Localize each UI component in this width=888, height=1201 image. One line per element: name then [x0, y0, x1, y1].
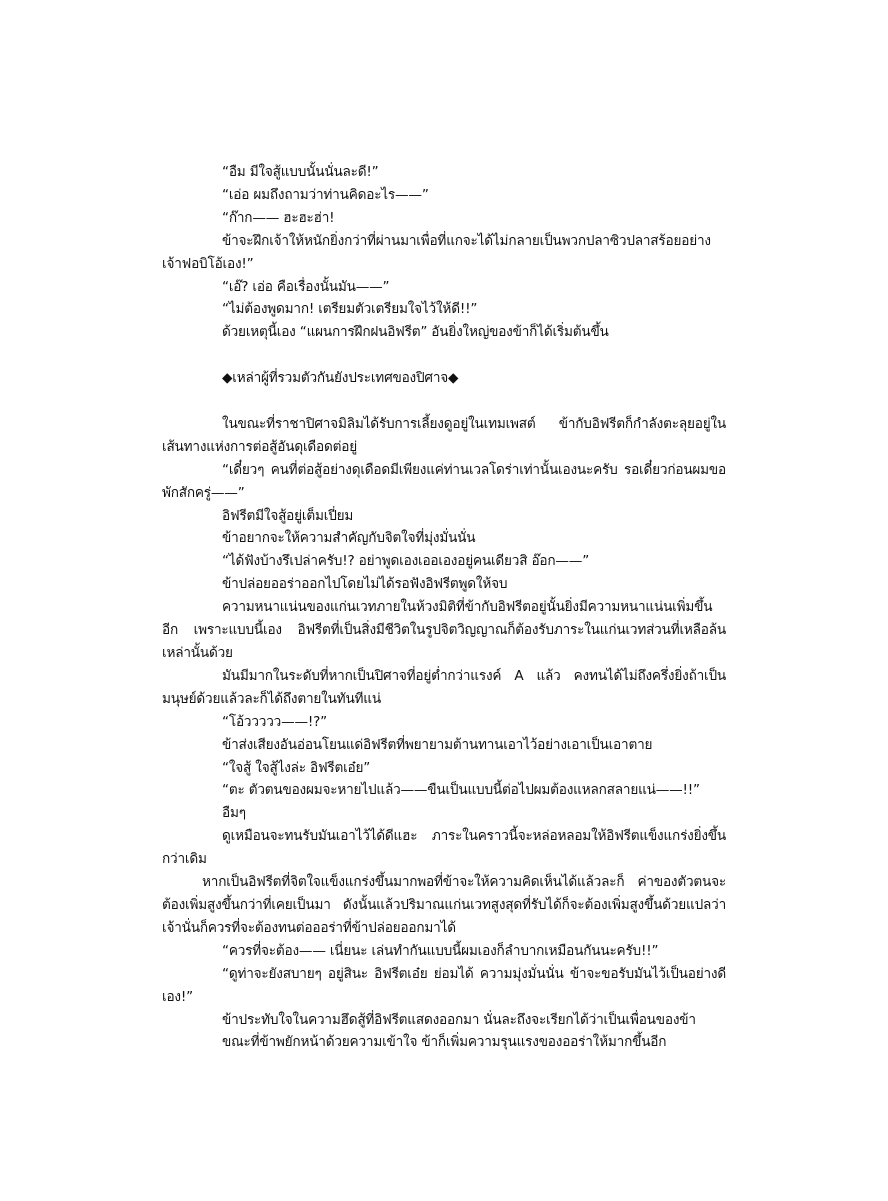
- paragraph: “ใจสู้ ใจสู้ไงล่ะ อิฟรีตเอ๋ย”: [222, 759, 371, 776]
- paragraph: ขณะที่ข้าพยักหน้าด้วยความเข้าใจ ข้าก็เพิ่มความรุนแรงของออร่าให้มากขึ้นอีก: [222, 1034, 667, 1051]
- paragraph: “เอ๊? เอ่อ คือเรื่องนั้นมัน——”: [222, 278, 390, 295]
- paragraph: ในขณะที่ราชาปิศาจมิลิมได้รับการเลี้ยงดูอยู่ในเทมเพสต์ ข้ากับอิฟรีตก็กำลังตะลุยอยู่ในเส้นทางแห่งการต่อสู้อันดุเดือดต่อยู่: [162, 415, 726, 455]
- paragraph: มันมีมากในระดับที่หากเป็นปิศาจที่อยู่ต่ำกว่าแรงค์ A แล้ว คงทนได้ไม่ถึงครึ่งยิ่งถ้าเป็นมนุษย์ด้วยแล้วละก็ได้ถึงตายในทันทีแน่: [162, 667, 726, 707]
- blank-line: [162, 344, 726, 367]
- section-heading: ◆เหล่าผู้ที่รวมตัวกันยังประเทศของปิศาจ◆: [222, 370, 459, 387]
- paragraph: “อืม มีใจสู้แบบนั้นนั่นละดี!”: [222, 164, 379, 180]
- paragraph: “ก๊าก—— ฮะฮะฮ่า!: [222, 209, 335, 226]
- blank-line: [162, 390, 726, 413]
- paragraph: หากเป็นอิฟรีตที่จิตใจแข็งแกร่งขึ้นมากพอที่ข้าจะให้ความคิดเห็นได้แล้วละก็ ค่าของตัวตนจะต้องเพิ่มสูงขึ้นกว่าที่เคยเป็นมา ดังนั้นแล้วปริมาณแก่นเวทสูงสุดที่รับได้ก็จะต้องเพิ่มสูงขึ้นด้วยแปลว่าเจ้านั่นก็ควรที่จะต้องทนต่อออร่าที่ข้าปล่อยออกมาได้: [162, 874, 726, 936]
- paragraph: “ควรที่จะต้อง—— เนี่ยนะ เล่นทำกันแบบนี้ผมเองก็ลำบากเหมือนกันนะครับ!!”: [222, 942, 659, 959]
- paragraph: ดูเหมือนจะทนรับมันเอาไว้ได้ดีแฮะ ภาระในคราวนี้จะหล่อหลอมให้อิฟรีตแข็งแกร่งยิ่งขึ้นกว่าเดิม: [162, 828, 726, 868]
- paragraph: “เอ่อ ผมถึงถามว่าท่านคิดอะไร——”: [222, 186, 429, 203]
- paragraph: ข้าส่งเสียงอันอ่อนโยนแด่อิฟรีตที่พยายามต้านทานเอาไว้อย่างเอาเป็นเอาตาย: [222, 736, 653, 753]
- paragraph: ข้าจะฝึกเจ้าให้หนักยิ่งกว่าที่ผ่านมาเพื่อที่แกจะได้ไม่กลายเป็นพวกปลาซิวปลาสร้อยอย่างเจ้าฟอบิโอ้เอง!”: [162, 232, 711, 272]
- paragraph: “โอ้ววววว——!?”: [222, 713, 327, 730]
- paragraph: “ตะ ตัวตนของผมจะหายไปแล้ว——ขืนเป็นแบบนี้ต่อไปผมต้องแหลกสลายแน่——!!”: [222, 782, 700, 799]
- paragraph: “เดี๋ยวๆ คนที่ต่อสู้อย่างดุเดือดมีเพียงแค่ท่านเวลโดร่าเท่านั้นเองนะครับ รอเดี๋ยวก่อนผมขอพักสักครู่——”: [162, 461, 726, 501]
- paragraph: อืมๆ: [222, 805, 246, 822]
- paragraph: ความหนาแน่นของแก่นเวทภายในห้วงมิติที่ข้ากับอิฟรีตอยู่นั้นยิ่งมีความหนาแน่นเพิ่มขึ้นอีก เพราะแบบนี้เอง อิฟรีตที่เป็นสิ่งมีชีวิตในรูปจิตวิญญาณก็ต้องรับภาระในแก่นเวทส่วนที่เหลือล้นเหล่านั้นด้วย: [162, 599, 726, 661]
- story-text: [162, 161, 726, 1054]
- paragraph: ข้าปล่อยออร่าออกไปโดยไม่ได้รอฟังอิฟรีตพูดให้จบ: [222, 576, 508, 593]
- paragraph: ด้วยเหตุนี้เอง “แผนการฝึกฝนอิฟรีต” อันยิ่งใหญ่ของข้าก็ได้เริ่มต้นขึ้น: [222, 324, 609, 341]
- paragraph: อิฟรีตมีใจสู้อยู่เต็มเปี่ยม: [222, 507, 354, 524]
- paragraph: “ได้ฟังบ้างรึเปล่าครับ!? อย่าพูดเองเออเองอยู่คนเดียวสิ อ๊อก——”: [222, 553, 590, 570]
- paragraph: “ดูท่าจะยังสบายๆ อยู่สินะ อิฟรีตเอ๋ย ย่อมได้ ความมุ่งมั่นนั่น ข้าจะขอรับมันไว้เป็นอย่างดีเอง!”: [162, 965, 726, 1005]
- paragraph: “ไม่ต้องพูดมาก! เตรียมตัวเตรียมใจไว้ให้ดี!!”: [222, 301, 478, 318]
- paragraph: ข้าอยากจะให้ความสำคัญกับจิตใจที่มุ่งมั่นนั่น: [222, 530, 476, 547]
- paragraph: ข้าประทับใจในความฮึดสู้ที่อิฟรีตแสดงออกมา นั่นละถึงจะเรียกได้ว่าเป็นเพื่อนของข้า: [222, 1011, 696, 1028]
